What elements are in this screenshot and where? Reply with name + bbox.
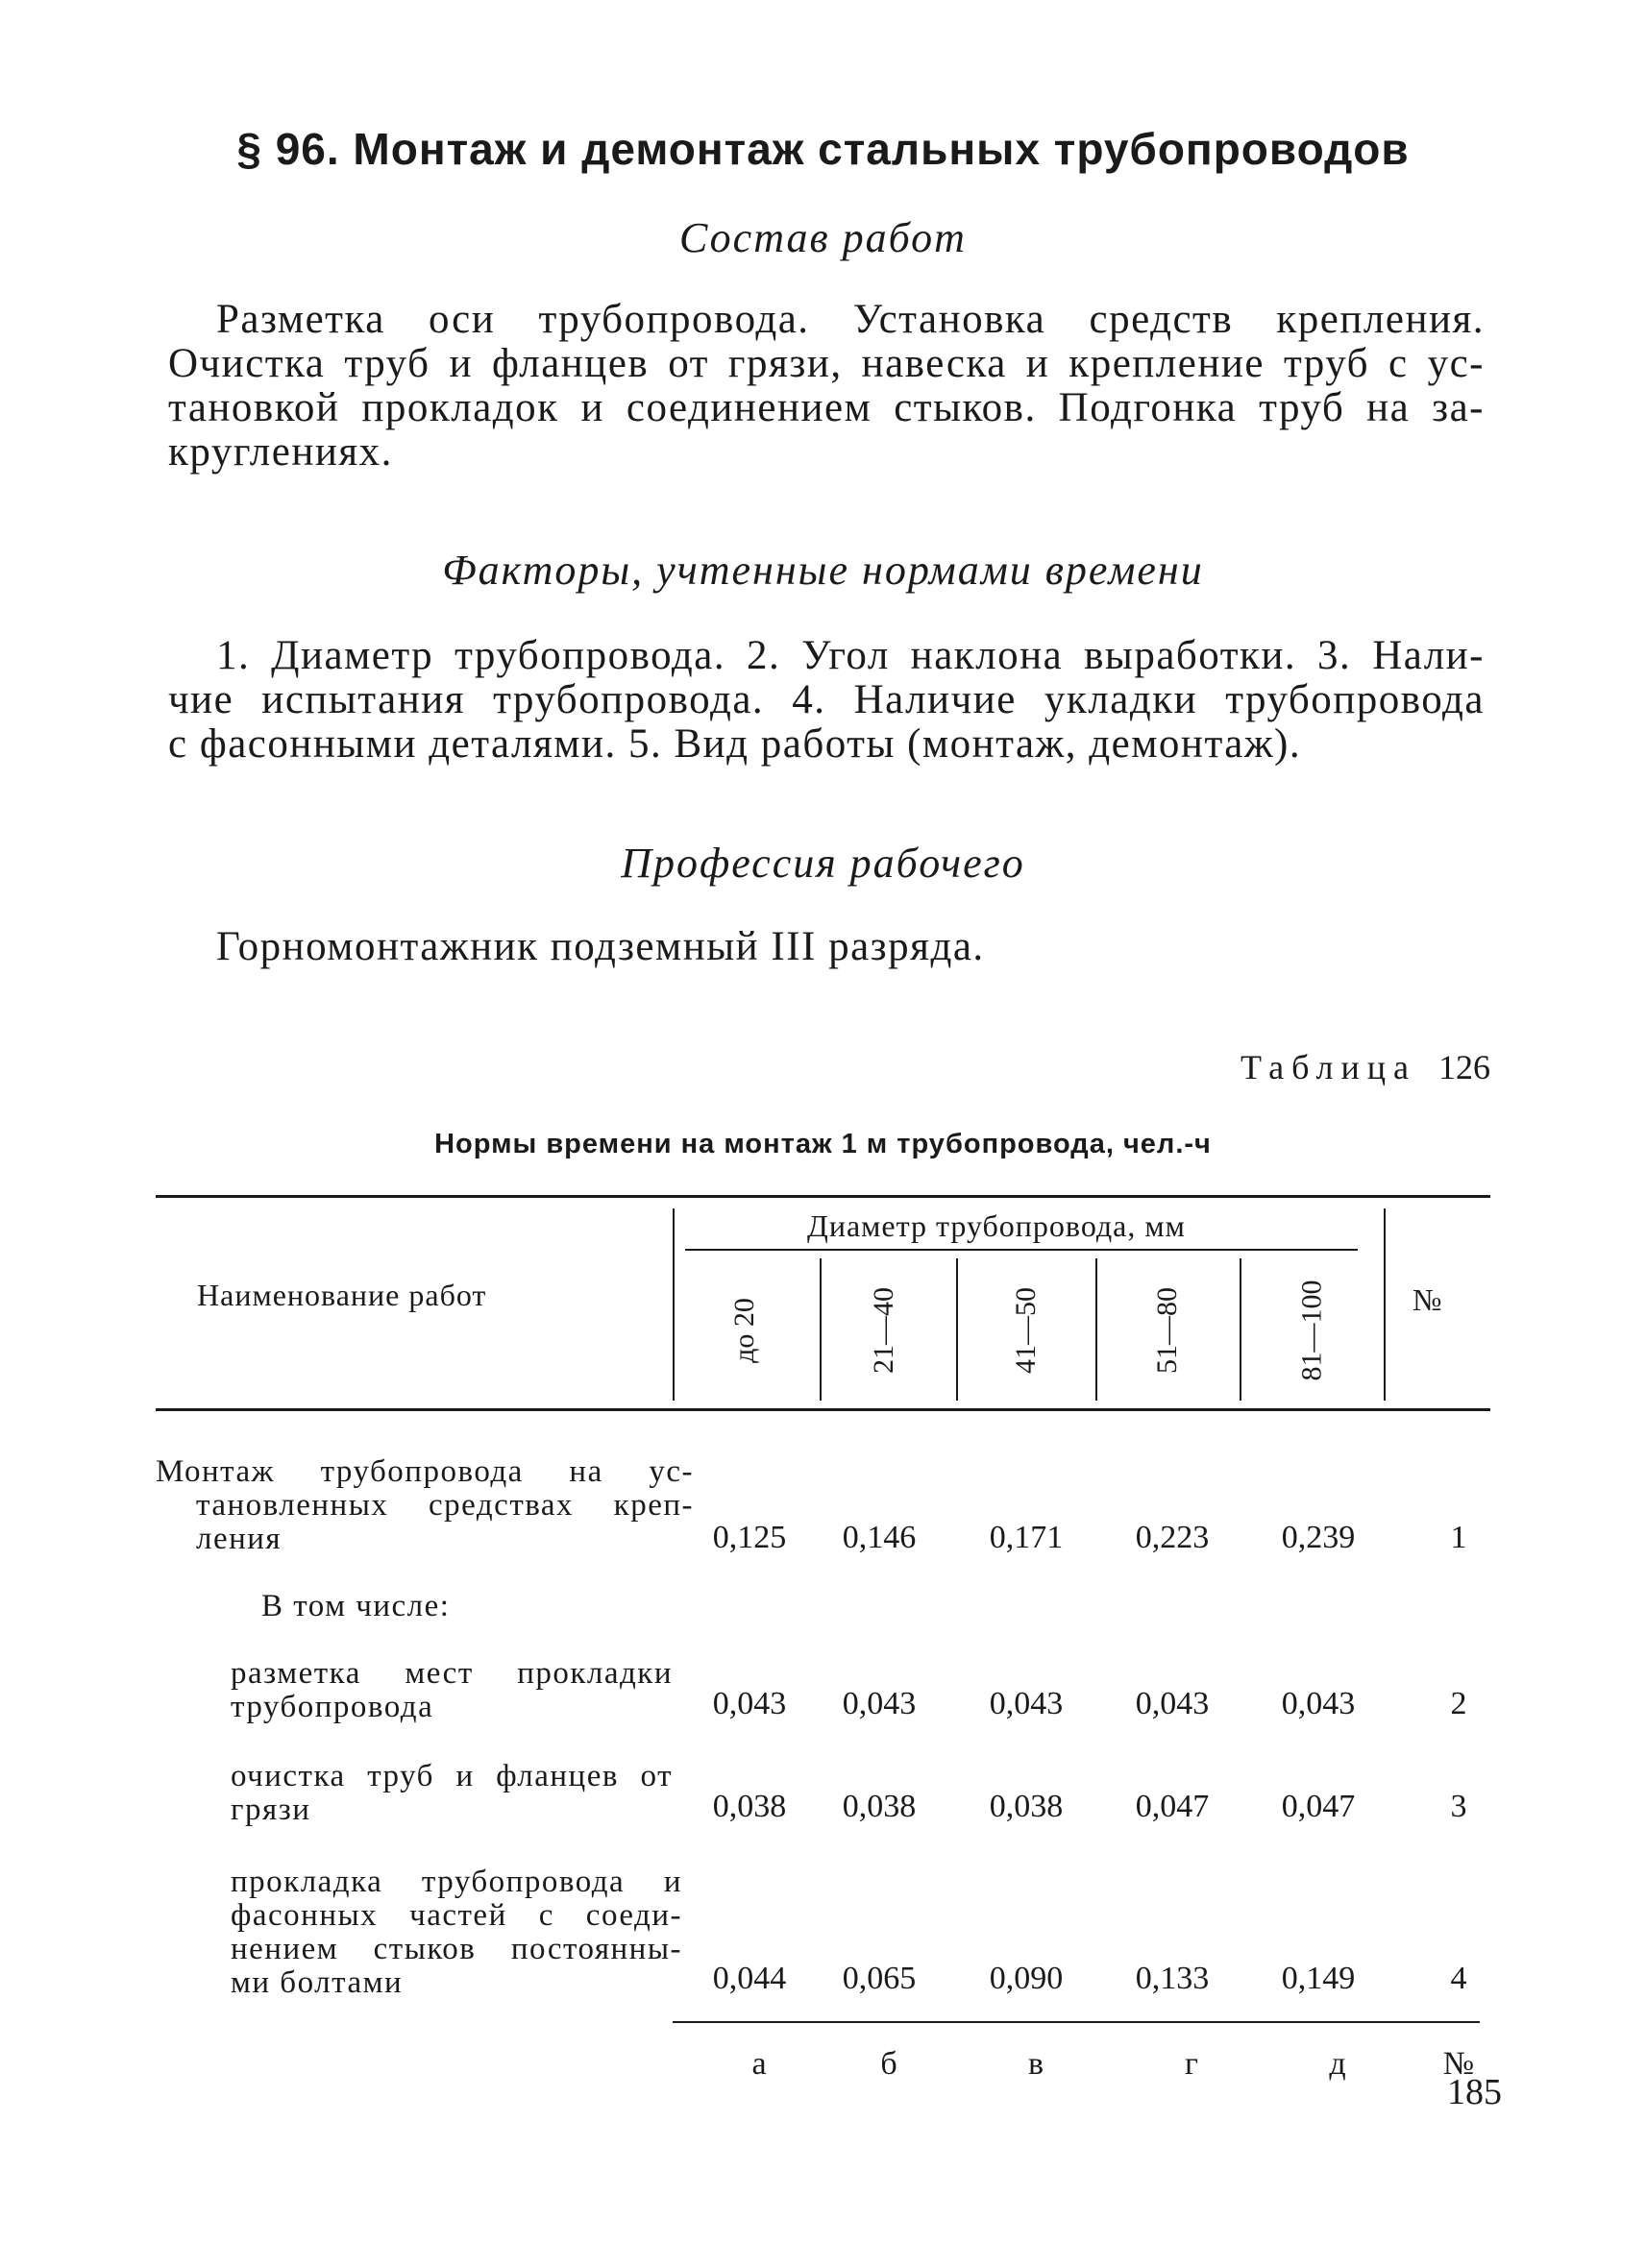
row-name-line: ления <box>196 1522 283 1556</box>
column-key: д <box>1329 2046 1346 2082</box>
table-cell: 0,065 <box>842 1961 917 1996</box>
table-cell: 0,038 <box>842 1789 917 1824</box>
row-name-line: грязи <box>231 1792 311 1827</box>
column-header-label: до 20 <box>727 1298 760 1363</box>
column-header <box>687 1298 802 1363</box>
composition-line: Разметка оси трубопровода. Установка средств крепления. <box>216 297 1485 342</box>
row-number: 2 <box>1450 1686 1467 1721</box>
table-cell: 0,223 <box>1135 1520 1210 1555</box>
header-separator <box>1384 1208 1386 1401</box>
composition-line: Очистка труб и фланцев от грязи, навеска и крепление труб с ус- <box>168 341 1485 386</box>
table-cell: 0,090 <box>989 1961 1064 1996</box>
group-header-rule <box>685 1249 1358 1251</box>
row-name-line: разметка мест прокладки <box>231 1656 673 1691</box>
table-cell: 0,133 <box>1135 1961 1210 1996</box>
column-key: в <box>1027 2046 1044 2082</box>
row-name-line: прокладка трубопровода и <box>231 1865 682 1899</box>
table-cell: 0,047 <box>1135 1789 1210 1824</box>
composition-line: круглениях. <box>168 429 393 475</box>
table-cell: 0,038 <box>712 1789 787 1824</box>
composition-line: тановкой прокладок и соединением стыков. Подгонка труб на за- <box>168 385 1485 430</box>
column-key: б <box>880 2046 897 2082</box>
table-bottom-rule <box>673 2021 1480 2023</box>
column-header <box>1254 1280 1369 1381</box>
header-separator <box>956 1258 958 1401</box>
table-title: Нормы времени на монтаж 1 м трубопровода, чел.-ч <box>434 1129 1212 1159</box>
table-row-name <box>231 1760 673 1827</box>
table-cell: 0,038 <box>989 1789 1064 1824</box>
table-cell: 0,239 <box>1281 1520 1356 1555</box>
column-header <box>1110 1287 1225 1374</box>
profession-heading: Профессия рабочего <box>621 840 1025 887</box>
table-cell: 0,149 <box>1281 1961 1356 1996</box>
section-title: § 96. Монтаж и демонтаж стальных трубопроводов <box>236 124 1410 174</box>
page-number: 185 <box>1447 2072 1502 2112</box>
table-caption-label: Таблица <box>1241 1048 1416 1086</box>
composition-heading: Состав работ <box>679 214 967 261</box>
header-separator <box>1095 1258 1097 1401</box>
row-number: 1 <box>1450 1520 1467 1555</box>
table-cell: 0,171 <box>989 1520 1064 1555</box>
header-separator <box>820 1258 822 1401</box>
table-caption <box>1241 1047 1490 1087</box>
column-key: а <box>751 2046 767 2082</box>
table-cell: 0,043 <box>1281 1686 1356 1721</box>
header-separator <box>1240 1258 1241 1401</box>
table-top-rule <box>156 1195 1490 1198</box>
row-name-line: трубопровода <box>231 1690 434 1724</box>
column-key: г <box>1185 2046 1198 2082</box>
row-name-line: фасонных частей с соеди- <box>231 1898 682 1933</box>
row-name-line: ми болтами <box>231 1965 404 2000</box>
factors-line: чие испытания трубопровода. 4. Наличие укладки трубопровода <box>168 677 1485 722</box>
profession-text: Горномонтажник подземный III разряда. <box>216 924 985 969</box>
table-cell: 0,043 <box>989 1686 1064 1721</box>
header-separator <box>673 1208 675 1401</box>
table-caption-number: 126 <box>1438 1048 1490 1086</box>
header-number: № <box>1413 1282 1443 1317</box>
column-header-label: 51—80 <box>1151 1287 1183 1374</box>
column-header-label: 41—50 <box>1010 1287 1042 1374</box>
column-header <box>969 1287 1084 1374</box>
header-diameter-group: Диаметр трубопровода, мм <box>807 1208 1186 1243</box>
table-row-name <box>231 1866 682 2000</box>
header-bottom-rule <box>156 1408 1490 1411</box>
table-row-name <box>156 1455 694 1556</box>
factors-heading: Факторы, учтенные нормами времени <box>442 547 1204 594</box>
row-name-line: тановленных средствах креп- <box>196 1488 694 1523</box>
factors-line: с фасонными деталями. 5. Вид работы (монтаж, демонтаж). <box>168 721 1302 767</box>
table-cell: 0,146 <box>842 1520 917 1555</box>
column-header <box>826 1287 942 1374</box>
table-cell: 0,043 <box>842 1686 917 1721</box>
composition-text <box>168 298 1485 475</box>
subgroup-label: В том числе: <box>261 1589 451 1623</box>
table-row-name <box>231 1657 673 1724</box>
header-work-name: Наименование работ <box>197 1278 487 1312</box>
column-key-number: № <box>1442 2046 1475 2082</box>
factors-text <box>168 634 1485 767</box>
table-cell: 0,043 <box>712 1686 787 1721</box>
factors-line: 1. Диаметр трубопровода. 2. Угол наклона выработки. 3. Нали- <box>216 633 1485 678</box>
table-cell: 0,047 <box>1281 1789 1356 1824</box>
table-cell: 0,125 <box>712 1520 787 1555</box>
column-header-label: 21—40 <box>868 1287 899 1374</box>
table-cell: 0,043 <box>1135 1686 1210 1721</box>
column-header-label: 81—100 <box>1295 1280 1327 1381</box>
row-name-line: нением стыков постоянны- <box>231 1932 682 1966</box>
table-cell: 0,044 <box>712 1961 787 1996</box>
row-name-line: очистка труб и фланцев от <box>231 1759 673 1793</box>
row-name-line: Монтаж трубопровода на ус- <box>156 1454 694 1489</box>
row-number: 3 <box>1450 1789 1467 1824</box>
row-number: 4 <box>1450 1961 1467 1996</box>
